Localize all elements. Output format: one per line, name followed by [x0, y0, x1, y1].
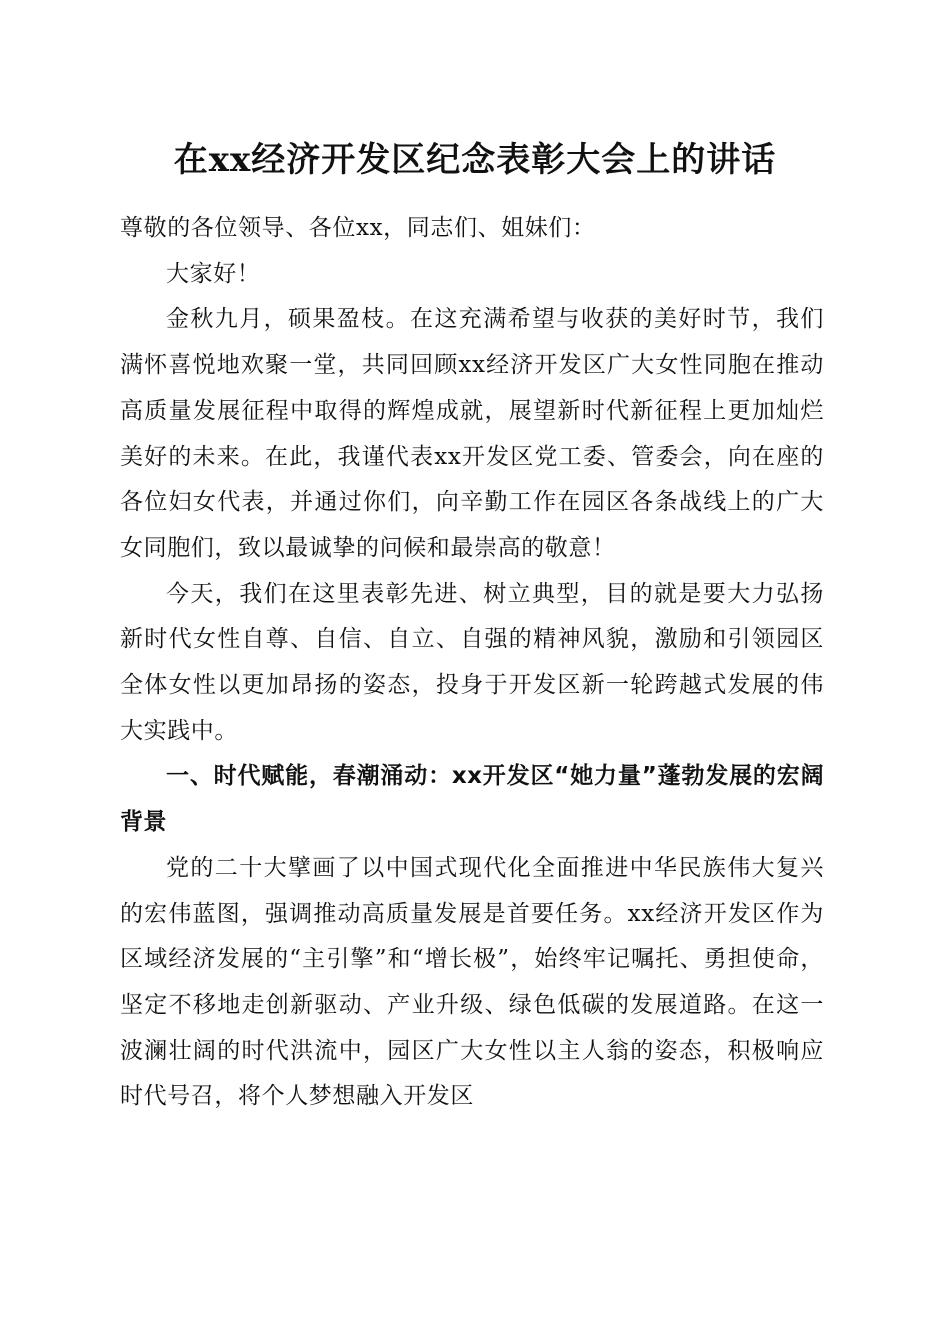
document-body	[120, 206, 824, 1120]
paragraph-background: 党的二十大擘画了以中国式现代化全面推进中华民族伟大复兴的宏伟蓝图，强调推动高质量发展是首要任务。xx经济开发区作为区域经济发展的“主引擎”和“增长极”，始终牢记嘱托、勇担使命，坚定不移地走创新驱动、产业升级、绿色低碳的发展道路。在这一波澜壮阔的时代洪流中，园区广大女性以主人翁的姿态，积极响应时代号召，将个人梦想融入开发区	[120, 854, 824, 1110]
document-title: 在xx经济开发区纪念表彰大会上的讲话	[173, 140, 777, 180]
paragraph-opening: 金秋九月，硕果盈枝。在这充满希望与收获的美好时节，我们满怀喜悦地欢聚一堂，共同回顾xx经济开发区广大女性同胞在推动高质量发展征程中取得的辉煌成就，展望新时代新征程上更加灿烂美好的未来。在此，我谨代表xx开发区党工委、管委会，向在座的各位妇女代表，并通过你们，向辛勤工作在园区各条战线上的广大女同胞们，致以最诚挚的问候和最崇高的敬意！	[120, 306, 824, 561]
section-heading: 一、时代赋能，春潮涌动：xx开发区“她力量”蓬勃发展的宏阔背景	[120, 763, 824, 836]
greeting: 大家好！	[166, 260, 261, 287]
salutation: 尊敬的各位领导、各位xx，同志们、姐妹们：	[120, 215, 596, 241]
paragraph-purpose: 今天，我们在这里表彰先进、树立典型，目的就是要大力弘扬新时代女性自尊、自信、自立、自强的精神风貌，激励和引领园区全体女性以更加昂扬的姿态，投身于开发区新一轮跨越式发展的伟大实践中。	[120, 580, 824, 744]
